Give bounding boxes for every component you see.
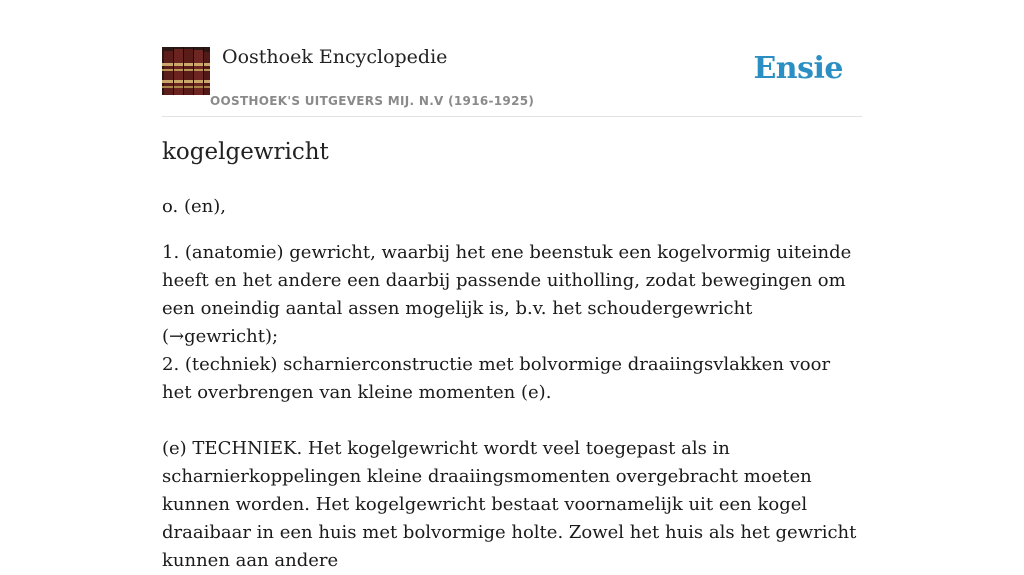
definition-2: 2. (techniek) scharnierconstructie met bolvormige draaiingsvlakken voor het overbrengen van kleine momenten (e). <box>162 354 831 403</box>
entry-title: kogelgewricht <box>162 139 329 165</box>
source-title[interactable]: Oosthoek Encyclopedie <box>222 46 448 68</box>
technical-note: (e) TECHNIEK. Het kogelgewricht wordt veel toegepast als in scharnierkoppelingen kleine draaiingsmomenten overgebracht moeten kunnen worden. Het kogelgewricht bestaat voornamelijk uit een kogel draaibaar in een huis met bolvormige holte. Zowel het huis als het gewricht kunnen aan andere <box>162 438 857 571</box>
encyclopedia-books-icon[interactable] <box>162 47 210 95</box>
ensie-logo[interactable]: Ensie <box>753 51 843 86</box>
source-subtitle: OOSTHOEK'S UITGEVERS MIJ. N.V (1916-1925) <box>210 94 535 108</box>
source-header <box>162 0 862 117</box>
entry-body <box>162 239 862 575</box>
paragraph-gap <box>162 407 862 435</box>
page <box>162 0 862 571</box>
entry-grammar: o. (en), <box>162 196 226 217</box>
definition-1: 1. (anatomie) gewricht, waarbij het ene beenstuk een kogelvormig uiteinde heeft en het andere een daarbij passende uitholling, zodat bewegingen om een oneindig aantal assen mogelijk is, b.v. het schoudergewricht (→gewricht); <box>162 242 852 347</box>
